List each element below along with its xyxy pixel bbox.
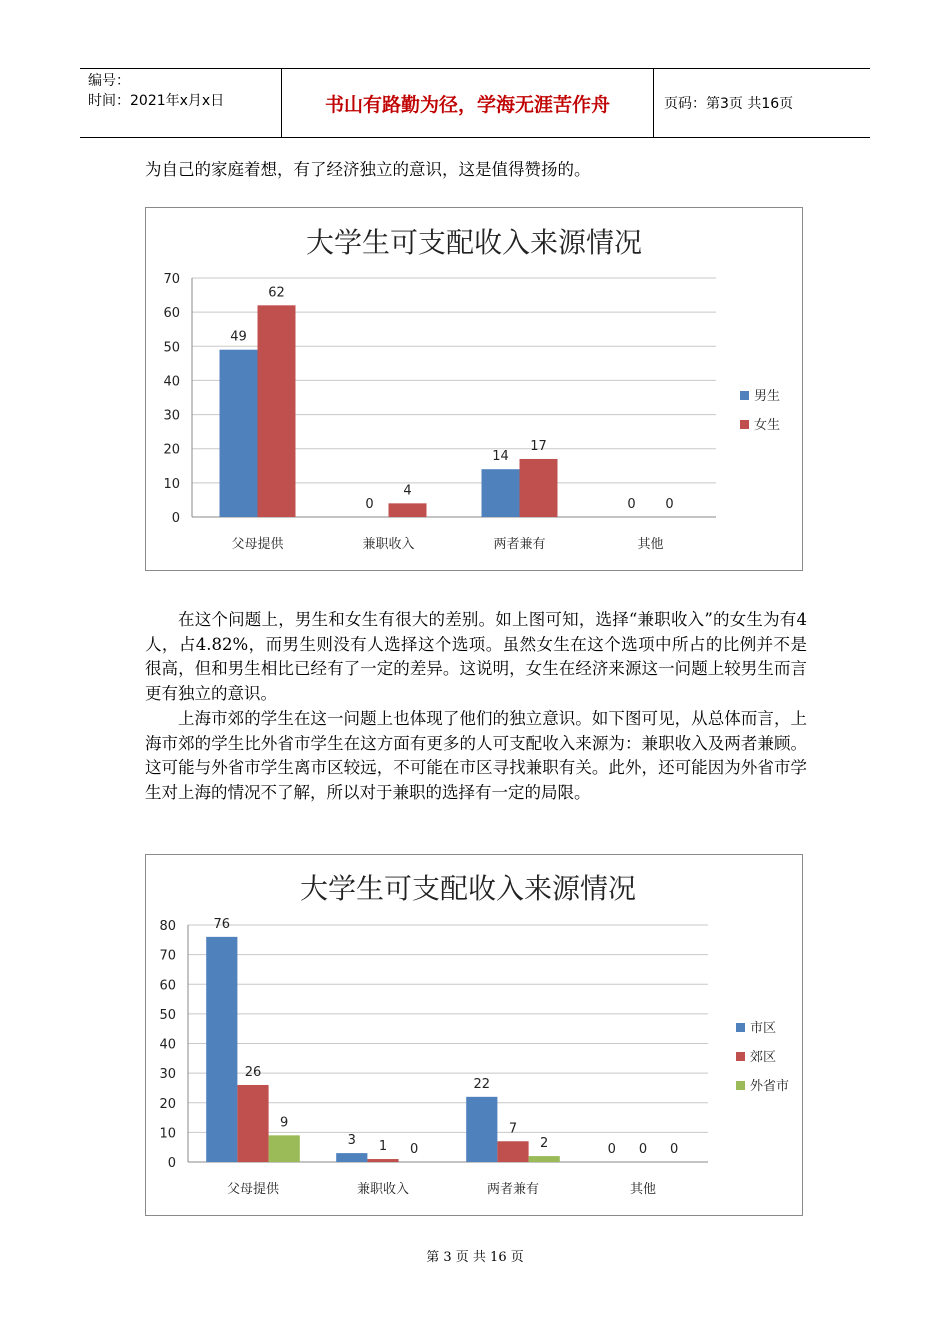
y-tick-label: 20 — [163, 442, 180, 458]
data-label: 0 — [627, 497, 636, 512]
y-tick-label: 60 — [163, 306, 180, 322]
y-tick-label: 20 — [159, 1096, 176, 1112]
bar — [258, 305, 296, 517]
bar — [237, 1085, 268, 1162]
legend-label: 女生 — [754, 418, 781, 433]
intro-text: 为自己的家庭着想，有了经济独立的意识，这是值得赞扬的。 — [145, 160, 591, 179]
document-date: 时间：2021年x月x日 — [88, 93, 225, 109]
bar — [220, 350, 258, 517]
y-tick-label: 50 — [163, 340, 180, 356]
legend-swatch — [736, 1052, 745, 1061]
x-category-label: 两者兼有 — [493, 537, 546, 552]
data-label: 22 — [473, 1076, 491, 1092]
y-tick-label: 0 — [167, 1156, 176, 1171]
data-label: 17 — [530, 438, 547, 454]
data-label: 7 — [508, 1121, 518, 1137]
y-tick-label: 30 — [159, 1067, 176, 1083]
y-tick-label: 0 — [171, 511, 180, 526]
y-tick-label: 40 — [163, 374, 180, 390]
bar — [269, 1135, 300, 1162]
page-header — [80, 68, 870, 138]
legend-label: 市区 — [750, 1021, 777, 1036]
intro-paragraph — [145, 158, 807, 183]
y-tick-label: 40 — [159, 1037, 176, 1053]
chart-region — [145, 854, 803, 1216]
header-motto: 书山有路勤为径，学海无涯苦作舟 — [282, 69, 654, 137]
legend-swatch — [736, 1081, 745, 1090]
data-label: 4 — [403, 483, 412, 499]
bar — [466, 1097, 497, 1162]
bar — [482, 469, 520, 517]
y-tick-label: 30 — [163, 408, 180, 424]
y-tick-label: 60 — [159, 978, 176, 994]
chart-title: 大学生可支配收入来源情况 — [299, 872, 637, 905]
legend-label: 外省市 — [750, 1079, 790, 1094]
header-page-info: 页码：第3页 共16页 — [664, 96, 794, 112]
y-tick-label: 10 — [163, 476, 180, 492]
body-paragraphs — [145, 608, 807, 806]
bar — [389, 503, 427, 517]
data-label: 0 — [665, 497, 674, 512]
x-category-label: 两者兼有 — [486, 1182, 540, 1197]
document-number-label: 编号： — [88, 73, 130, 89]
data-label: 76 — [213, 916, 231, 932]
x-category-label: 兼职收入 — [356, 1182, 410, 1197]
bar — [367, 1159, 398, 1162]
bar — [336, 1153, 367, 1162]
data-label: 1 — [378, 1139, 388, 1155]
data-label: 0 — [638, 1142, 648, 1157]
data-label: 0 — [365, 497, 374, 512]
legend-label: 男生 — [754, 389, 781, 404]
y-tick-label: 10 — [159, 1126, 176, 1142]
data-label: 62 — [268, 285, 285, 301]
data-label: 26 — [244, 1064, 262, 1080]
legend-swatch — [740, 420, 749, 429]
x-category-label: 其他 — [629, 1182, 657, 1197]
x-category-label: 兼职收入 — [362, 537, 415, 552]
y-tick-label: 70 — [159, 948, 176, 964]
bar — [497, 1141, 528, 1162]
bar — [520, 459, 558, 517]
data-label: 0 — [410, 1142, 419, 1157]
data-label: 9 — [280, 1115, 289, 1131]
y-tick-label: 80 — [159, 919, 176, 934]
chart-region-svg — [146, 855, 802, 1215]
bar — [206, 937, 237, 1162]
x-category-label: 父母提供 — [231, 537, 284, 552]
data-label: 2 — [540, 1136, 549, 1152]
x-category-label: 其他 — [637, 537, 664, 552]
chart-title: 大学生可支配收入来源情况 — [305, 226, 643, 259]
legend-label: 郊区 — [750, 1050, 777, 1065]
legend-swatch — [740, 391, 749, 400]
legend-swatch — [736, 1023, 745, 1032]
header-meta — [80, 69, 282, 137]
paragraph-gender-analysis: 在这个问题上，男生和女生有很大的差别。如上图可知，选择“兼职收入”的女生为有4人，占4.82%，而男生则没有人选择这个选项。虽然女生在这个选项中所占的比例并不是很高，但和男生相比已经有了一定的差异。这说明，女生在经济来源这一问题上较男生而言更有独立的意识。 — [145, 610, 807, 704]
data-label: 49 — [230, 329, 247, 345]
chart-gender — [145, 207, 803, 571]
x-category-label: 父母提供 — [226, 1182, 280, 1197]
y-tick-label: 70 — [163, 272, 180, 287]
page-footer: 第 3 页 共 16 页 — [426, 1250, 524, 1265]
bar — [529, 1156, 560, 1162]
data-label: 3 — [347, 1133, 356, 1149]
data-label: 14 — [492, 449, 509, 465]
paragraph-region-analysis: 上海市郊的学生在这一问题上也体现了他们的独立意识。如下图可见，从总体而言，上海市郊的学生比外省市学生在这方面有更多的人可支配收入来源为：兼职收入及两者兼顾。这可能与外省市学生离市区较远，不可能在市区寻找兼职有关。此外，还可能因为外省市学生对上海的情况不了解，所以对于兼职的选择有一定的局限。 — [145, 708, 807, 802]
data-label: 0 — [670, 1142, 679, 1157]
data-label: 0 — [607, 1142, 616, 1157]
chart-gender-svg — [146, 208, 802, 570]
y-tick-label: 50 — [159, 1007, 176, 1023]
